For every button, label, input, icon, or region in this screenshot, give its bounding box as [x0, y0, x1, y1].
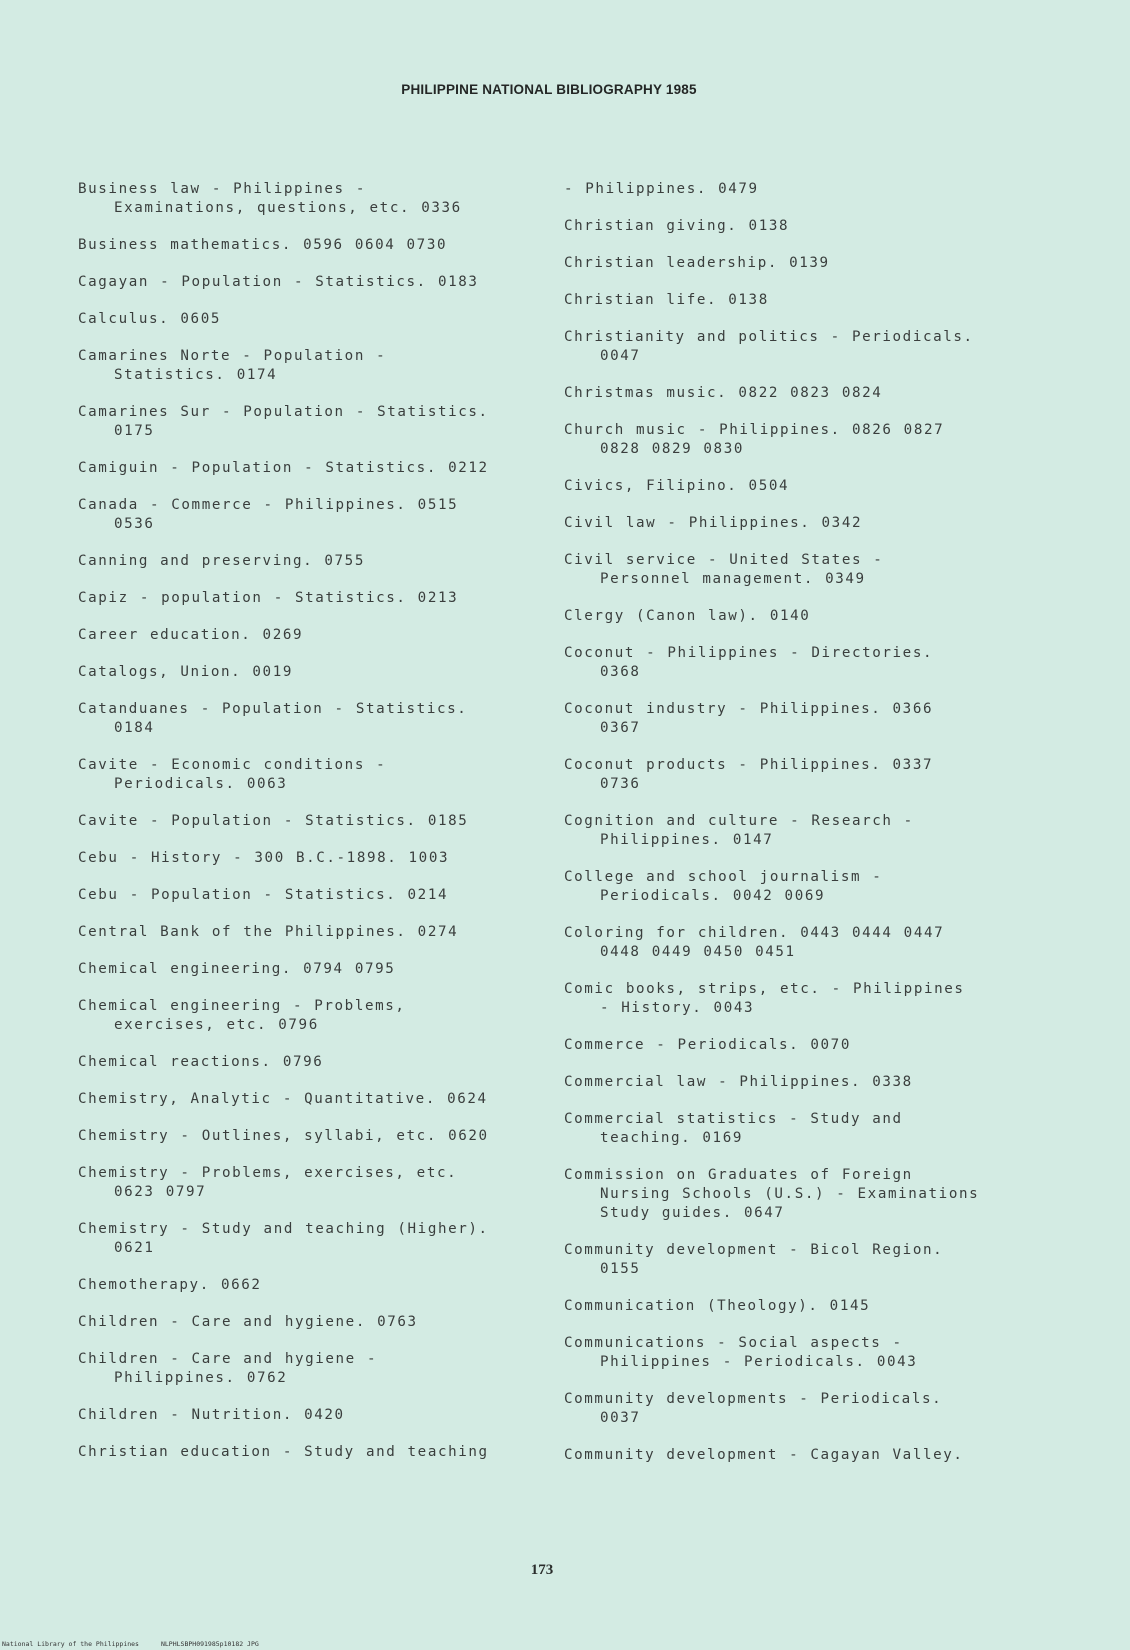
index-entry	[564, 1297, 1034, 1316]
index-entry	[564, 1334, 1034, 1372]
entry-heading: Chemotherapy. 0662	[78, 1277, 262, 1293]
entry-heading: Cavite - Population - Statistics. 0185	[78, 813, 469, 829]
index-entry	[564, 1390, 1034, 1428]
entry-heading: Capiz - population - Statistics. 0213	[78, 590, 459, 606]
entry-heading: Catanduanes - Population - Statistics.	[78, 701, 468, 717]
index-entry	[564, 1446, 1034, 1465]
entry-heading: Central Bank of the Philippines. 0274	[78, 924, 459, 940]
index-entry	[564, 1036, 1034, 1055]
entry-heading: Civics, Filipino. 0504	[564, 478, 790, 494]
entry-heading: Cebu - Population - Statistics. 0214	[78, 887, 449, 903]
index-entry	[78, 756, 553, 794]
entry-continuation: 0368	[600, 664, 641, 680]
entry-continuation: 0828 0829 0830	[600, 441, 744, 457]
entry-continuation: 0621	[114, 1240, 155, 1256]
entry-heading: Camarines Norte - Population -	[78, 348, 387, 364]
entry-heading: Chemistry - Outlines, syllabi, etc. 0620	[78, 1128, 489, 1144]
index-entry	[564, 868, 1034, 906]
index-entry	[78, 1220, 553, 1258]
index-entry	[78, 180, 553, 218]
entry-continuation: 0047	[600, 348, 641, 364]
index-entry	[78, 886, 553, 905]
entry-heading: Chemical engineering - Problems,	[78, 998, 406, 1014]
entry-heading: Camarines Sur - Population - Statistics.	[78, 404, 489, 420]
entry-continuation: Philippines - Periodicals. 0043	[600, 1354, 918, 1370]
index-entry	[564, 217, 1034, 236]
entry-continuation: Philippines. 0147	[600, 832, 774, 848]
entry-heading: Christian giving. 0138	[564, 218, 790, 234]
index-entry	[78, 626, 553, 645]
index-entry	[564, 1073, 1034, 1092]
index-entry	[564, 924, 1034, 962]
index-entry	[78, 997, 553, 1035]
index-entry	[564, 551, 1034, 589]
entry-heading: Children - Care and hygiene. 0763	[78, 1314, 418, 1330]
entry-continuation: 0184	[114, 720, 155, 736]
entry-heading: College and school journalism -	[564, 869, 883, 885]
footer-note	[2, 1640, 281, 1648]
index-entry	[564, 514, 1034, 533]
index-entry	[78, 347, 553, 385]
index-entry	[78, 1406, 553, 1425]
index-entry	[78, 459, 553, 478]
index-entry	[564, 421, 1034, 459]
index-entry	[78, 1053, 553, 1072]
entry-heading: Christmas music. 0822 0823 0824	[564, 385, 883, 401]
index-entry	[564, 477, 1034, 496]
index-entry	[564, 644, 1034, 682]
entry-heading: Chemistry, Analytic - Quantitative. 0624	[78, 1091, 488, 1107]
entry-continuation: Examinations, questions, etc. 0336	[114, 200, 462, 216]
index-entry	[78, 700, 553, 738]
index-entry	[78, 403, 553, 441]
entry-heading: Business mathematics. 0596 0604 0730	[78, 237, 448, 253]
index-entry	[78, 1350, 553, 1388]
entry-heading: Civil service - United States -	[564, 552, 884, 568]
entry-heading: Christian life. 0138	[564, 292, 769, 308]
source-library: National Library of the Philippines	[2, 1640, 139, 1648]
entry-heading: Cognition and culture - Research -	[564, 813, 914, 829]
entry-heading: Cagayan - Population - Statistics. 0183	[78, 274, 479, 290]
entry-heading: Commercial statistics - Study and	[564, 1111, 903, 1127]
entry-heading: Calculus. 0605	[78, 311, 221, 327]
entry-continuation: Philippines. 0762	[114, 1370, 288, 1386]
entry-heading: Civil law - Philippines. 0342	[564, 515, 863, 531]
entry-heading: Community development - Bicol Region.	[564, 1242, 944, 1258]
entry-continuation: 0175	[114, 423, 155, 439]
index-entry	[564, 1166, 1034, 1223]
index-entry	[564, 756, 1034, 794]
entry-heading: Chemical reactions. 0796	[78, 1054, 324, 1070]
entry-heading: Children - Care and hygiene -	[78, 1351, 378, 1367]
entry-heading: Chemistry - Study and teaching (Higher).	[78, 1221, 489, 1237]
index-entry	[78, 1090, 553, 1109]
entry-heading: Commerce - Periodicals. 0070	[564, 1037, 851, 1053]
entry-heading: Comic books, strips, etc. - Philippines	[564, 981, 965, 997]
index-entry	[78, 552, 553, 571]
entry-heading: Commission on Graduates of Foreign	[564, 1167, 913, 1183]
index-entry	[564, 700, 1034, 738]
entry-continuation: Periodicals. 0042 0069	[600, 888, 826, 904]
entry-continuation: 0536	[114, 516, 155, 532]
right-column	[564, 180, 1034, 1483]
index-entry	[564, 1241, 1034, 1279]
index-entry	[78, 923, 553, 942]
entry-heading: Coconut products - Philippines. 0337	[564, 757, 934, 773]
index-entry	[78, 1313, 553, 1332]
index-entry	[564, 980, 1034, 1018]
entry-heading: Canada - Commerce - Philippines. 0515	[78, 497, 459, 513]
entry-heading: Christian education - Study and teaching	[78, 1444, 489, 1460]
index-entry	[564, 1110, 1034, 1148]
page-title: PHILIPPINE NATIONAL BIBLIOGRAPHY 1985	[401, 82, 697, 97]
entry-heading: Church music - Philippines. 0826 0827	[564, 422, 945, 438]
index-entry	[78, 663, 553, 682]
entry-continuation: teaching. 0169	[600, 1130, 743, 1146]
index-entry	[78, 1127, 553, 1146]
entry-heading: Coconut - Philippines - Directories.	[564, 645, 934, 661]
entry-heading: Camiguin - Population - Statistics. 0212	[78, 460, 489, 476]
index-entry	[564, 328, 1034, 366]
entry-heading: Children - Nutrition. 0420	[78, 1407, 345, 1423]
index-entry	[564, 607, 1034, 626]
index-entry	[78, 310, 553, 329]
entry-heading: Career education. 0269	[78, 627, 304, 643]
entry-heading: Canning and preserving. 0755	[78, 553, 365, 569]
entry-heading: Chemical engineering. 0794 0795	[78, 961, 396, 977]
index-entry	[78, 496, 553, 534]
index-entry	[78, 273, 553, 292]
entry-continuation: Personnel management. 0349	[600, 571, 866, 587]
entry-heading: Commercial law - Philippines. 0338	[564, 1074, 913, 1090]
entry-continuation: 0155	[600, 1261, 641, 1277]
index-entry	[78, 849, 553, 868]
entry-heading: Cavite - Economic conditions -	[78, 757, 387, 773]
index-entry	[564, 180, 1034, 199]
index-entry	[78, 236, 553, 255]
index-entry	[564, 254, 1034, 273]
left-column	[78, 180, 553, 1480]
entry-heading: Cebu - History - 300 B.C.-1898. 1003	[78, 850, 450, 866]
entry-continuation: Nursing Schools (U.S.) - Examinations Study guides. 0647	[600, 1186, 980, 1221]
entry-continuation: 0623 0797	[114, 1184, 207, 1200]
entry-heading: Catalogs, Union. 0019	[78, 664, 293, 680]
index-entry	[78, 960, 553, 979]
entry-heading: Coloring for children. 0443 0444 0447	[564, 925, 945, 941]
entry-continuation: Statistics. 0174	[114, 367, 278, 383]
page-number: 173	[530, 1562, 554, 1578]
entry-heading: Chemistry - Problems, exercises, etc.	[78, 1165, 458, 1181]
entry-heading: Coconut industry - Philippines. 0366	[564, 701, 934, 717]
entry-continuation: 0736	[600, 776, 641, 792]
entry-heading: Communications - Social aspects -	[564, 1335, 903, 1351]
entry-heading: Christianity and politics - Periodicals.	[564, 329, 974, 345]
file-reference: NLPHLSBPH091985p10182 JPG	[160, 1640, 259, 1648]
entry-heading: Communication (Theology). 0145	[564, 1298, 871, 1314]
index-entry	[78, 589, 553, 608]
entry-continuation: Periodicals. 0063	[114, 776, 288, 792]
index-entry	[564, 812, 1034, 850]
entry-heading: Business law - Philippines -	[78, 181, 366, 197]
index-entry	[564, 291, 1034, 310]
index-entry	[78, 812, 553, 831]
entry-heading: Clergy (Canon law). 0140	[564, 608, 811, 624]
entry-heading: Community development - Cagayan Valley.	[564, 1447, 964, 1463]
entry-continuation: 0367	[600, 720, 641, 736]
entry-heading: Community developments - Periodicals.	[564, 1391, 943, 1407]
index-entry	[78, 1164, 553, 1202]
entry-continuation: 0448 0449 0450 0451	[600, 944, 796, 960]
index-entry	[564, 384, 1034, 403]
entry-heading: - Philippines. 0479	[564, 181, 759, 197]
index-entry	[78, 1276, 553, 1295]
entry-continuation: exercises, etc. 0796	[114, 1017, 319, 1033]
entry-continuation: 0037	[600, 1410, 641, 1426]
entry-heading: Christian leadership. 0139	[564, 255, 830, 271]
index-entry	[78, 1443, 553, 1462]
entry-continuation: - History. 0043	[600, 1000, 755, 1016]
